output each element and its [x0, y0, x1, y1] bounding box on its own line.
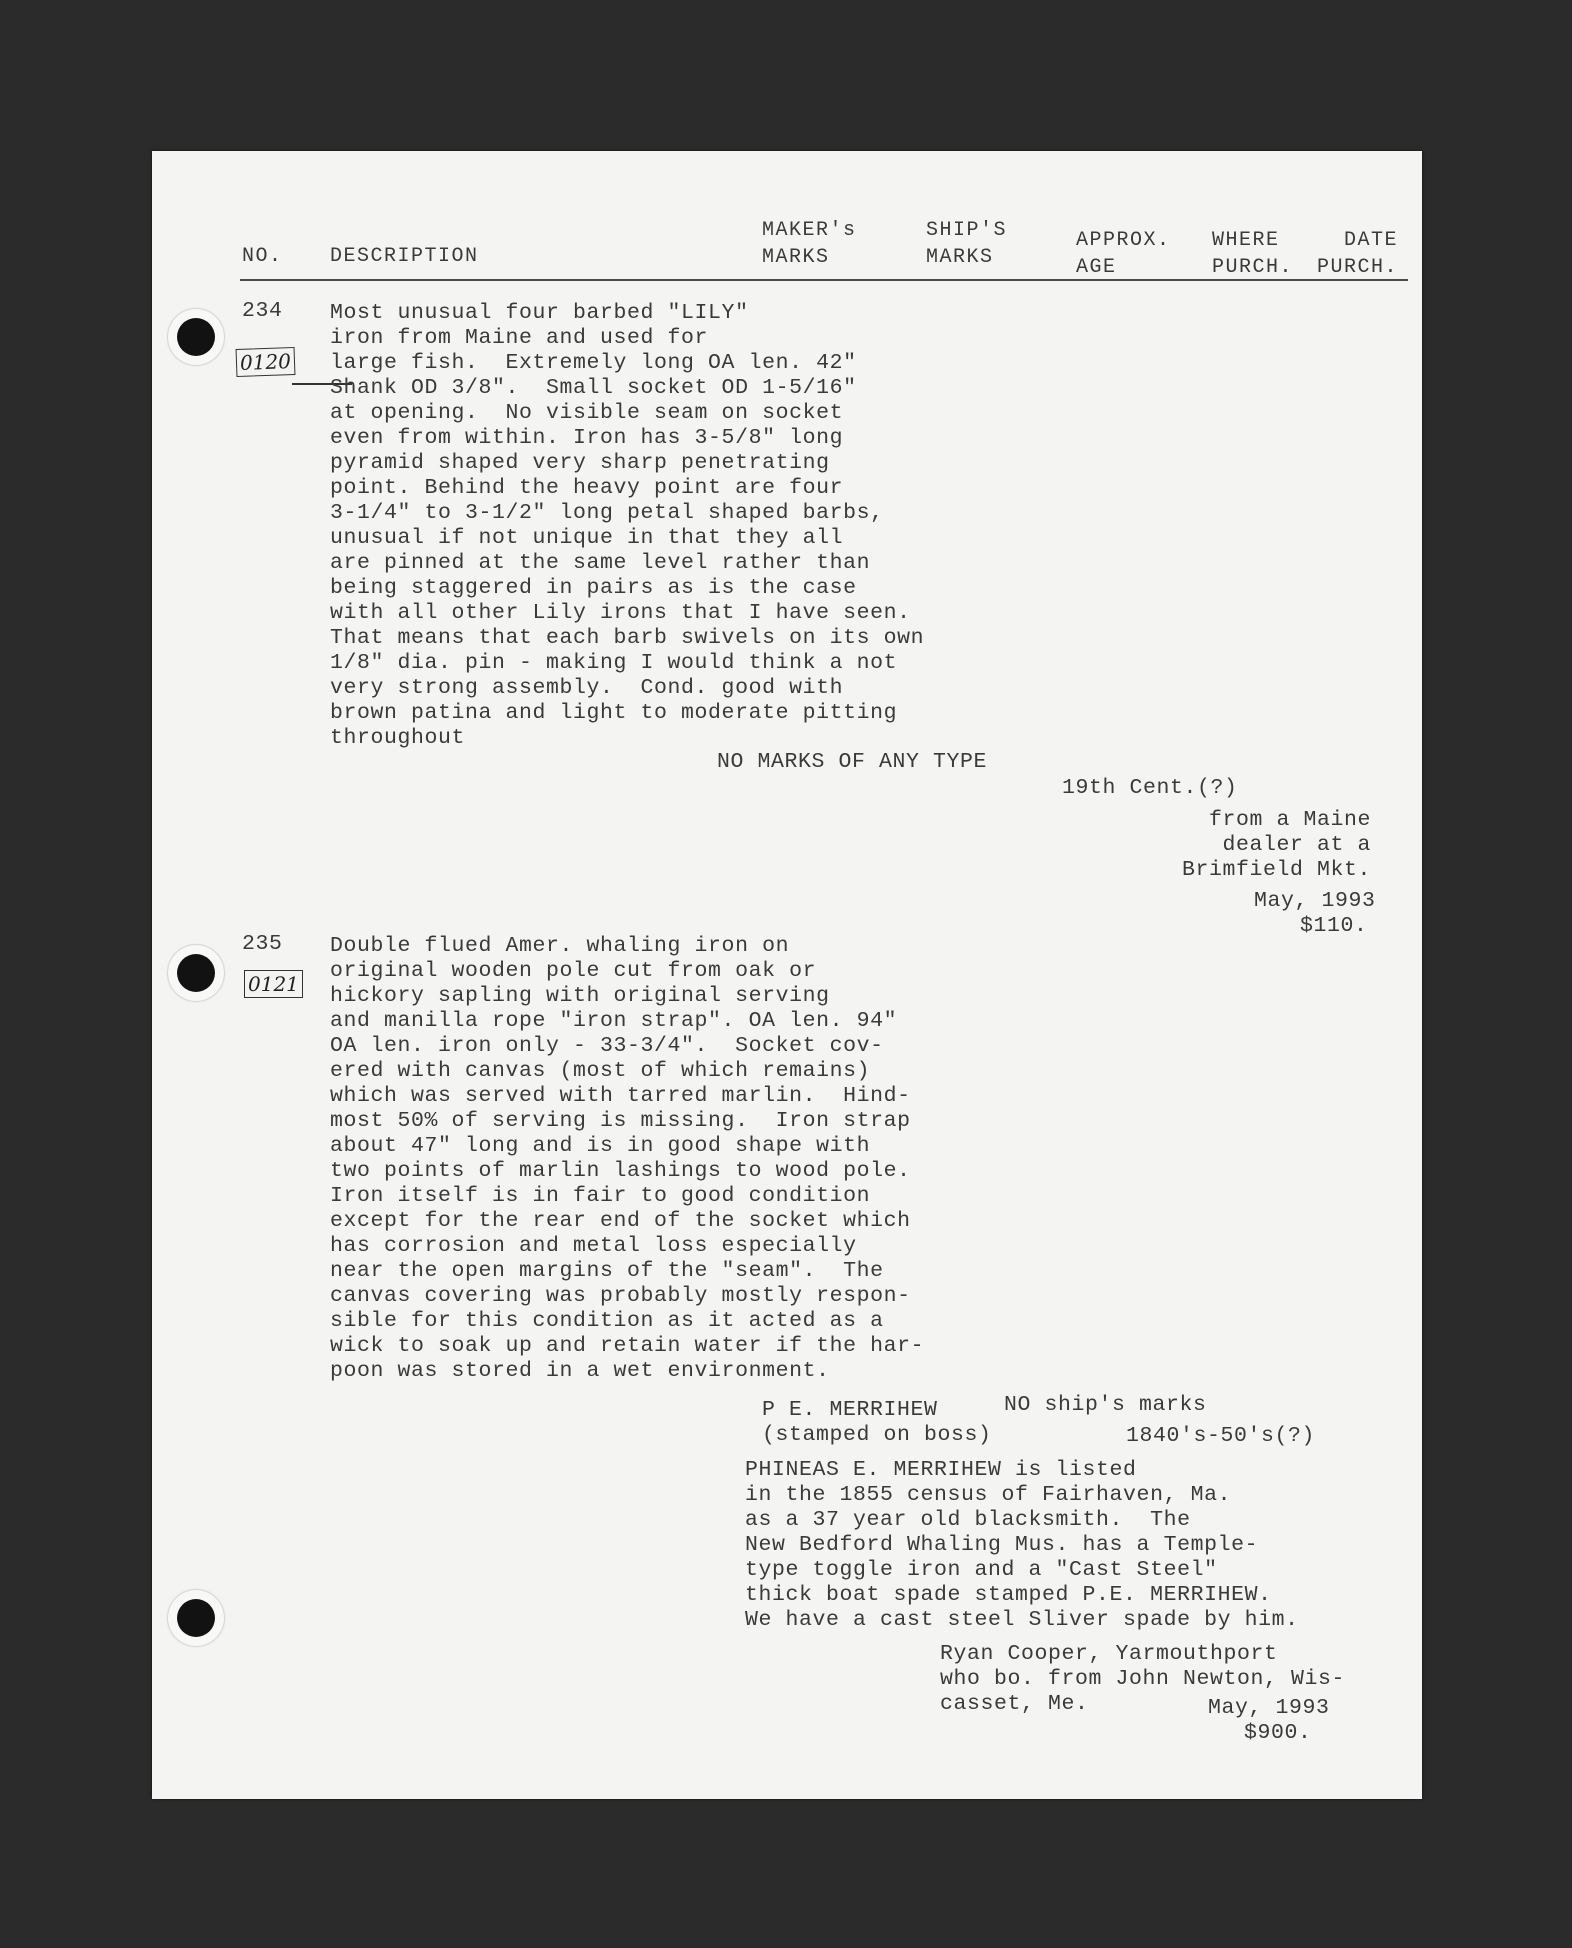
entry-description: Double flued Amer. whaling iron on original wooden pole cut from oak or hickory sapling with original serving and manilla rope "iron strap". OA len. 94" OA len. iron only - 33-3/4". Socket cov- ered with canvas (most of which remains) which was served with tarred marlin. Hind- most 50% of serving is missing. Iron strap about 47" long and is in good shape with two points of marlin lashings to wood pole. Iron itself is in fair to good condition except for the rear end of the socket which has corrosion and metal loss especially near the open margins of the "seam". The canvas covering was probably mostly respon- sible for this condition as it acted as a wick to soak up and retain water if the har- poon was stored in a wet environment. [330, 934, 925, 1383]
catalog-page [152, 151, 1422, 1799]
punch-hole-middle [168, 945, 224, 1001]
entry-price: $900. [1244, 1721, 1312, 1745]
punch-hole-top [168, 309, 224, 365]
entry-number: 234 [242, 299, 283, 323]
entry-date-purchased: May, 1993 [1254, 889, 1376, 913]
catalog-tag: 0120 [236, 347, 296, 377]
entry-description: Most unusual four barbed "LILY" iron from Maine and used for large fish. Extremely long OA len. 42" Shank OD 3/8". Small socket OD 1-5/16" at opening. No visible seam on socket even from within. Iron has 3-5/8" long pyramid shaped very sharp penetrating point. Behind the heavy point are four 3-1/4" to 3-1/2" long petal shaped barbs, unusual if not unique in that they all are pinned at the same level rather than being staggered in pairs as is the case with all other Lily irons that I have seen. That means that each barb swivels on its own 1/8" dia. pin - making I would think a not very strong assembly. Cond. good with brown patina and light to moderate pitting throughout [330, 301, 925, 750]
entry-notes: PHINEAS E. MERRIHEW is listed in the 1855 census of Fairhaven, Ma. as a 37 year old blacksmith. The New Bedford Whaling Mus. has a Temple- type toggle iron and a "Cast Steel" thick boat spade stamped P.E. MERRIHEW. We have a cast steel Sliver spade by him. [745, 1458, 1299, 1632]
entry-number: 235 [242, 932, 283, 956]
catalog-tag: 0121 [244, 970, 303, 998]
header-description: DESCRIPTION [330, 245, 479, 268]
entry-date-purchased: May, 1993 [1208, 1696, 1330, 1720]
entry-ships-marks: NO ship's marks [1004, 1393, 1207, 1417]
entry-age: 1840's-50's(?) [1126, 1424, 1316, 1448]
punch-hole-bottom [168, 1590, 224, 1646]
entry-makers-marks: NO MARKS OF ANY TYPE [717, 750, 988, 774]
entry-makers-marks: P E. MERRIHEW (stamped on boss) [762, 1398, 992, 1447]
header-where-purch: WHERE PURCH. [1212, 229, 1294, 279]
header-ships-marks: SHIP'S MARKS [926, 219, 1008, 269]
header-approx-age: APPROX. AGE [1076, 229, 1171, 279]
header-rule [240, 279, 1408, 281]
header-makers-marks: MAKER's MARKS [762, 219, 857, 269]
header-date-purch: DATE PURCH. [1317, 229, 1399, 279]
entry-where-purchased: from a Maine dealer at a Brimfield Mkt. [1182, 808, 1372, 882]
entry-price: $110. [1300, 914, 1368, 938]
entry-where-purchased: Ryan Cooper, Yarmouthport who bo. from John Newton, Wis- casset, Me. [940, 1642, 1346, 1716]
header-no: NO. [242, 245, 283, 268]
entry-age: 19th Cent.(?) [1062, 776, 1238, 800]
